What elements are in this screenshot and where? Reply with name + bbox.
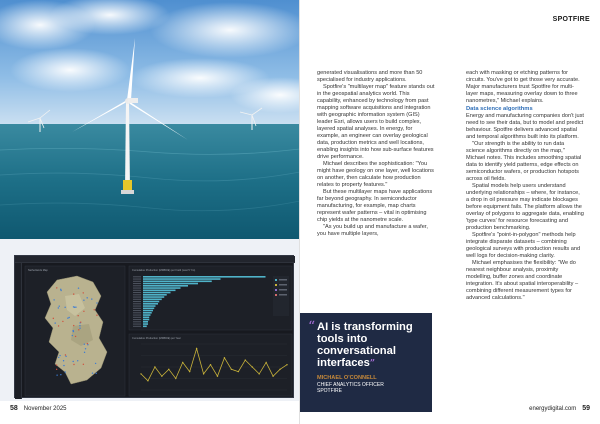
line-point xyxy=(175,378,176,379)
bar-label-placeholder xyxy=(133,326,141,327)
map-point xyxy=(62,321,63,322)
bar xyxy=(143,292,171,294)
map-point xyxy=(84,344,85,345)
line-point xyxy=(252,366,253,367)
map-point xyxy=(59,305,60,306)
map-point xyxy=(65,354,66,355)
section-brand: SPOTFIRE xyxy=(552,16,590,23)
col1-paragraph: But these multilayer maps have applications far beyond geography. In semiconductor manufacturing, for example, map charts represent wafer patterns – vital in optimising chip yields at the nanometre scale. xyxy=(317,189,433,223)
map-point xyxy=(59,355,60,356)
col2-paragraph: Michael emphasises the flexibility: "We do nearest neighbour analysis, proximity modelling, buffer zones and coordinate integration. It's about spatial interoperability – combining different measurement types for advanced calculations." xyxy=(466,260,579,301)
map-point xyxy=(53,299,54,300)
bar-legend xyxy=(273,276,289,316)
bar-label-placeholder xyxy=(133,283,141,284)
bar-label-placeholder xyxy=(133,301,141,302)
bar xyxy=(143,310,153,312)
map-point xyxy=(74,307,75,308)
map-point xyxy=(83,311,84,312)
pull-quote xyxy=(300,313,432,412)
map-point xyxy=(75,336,76,337)
bar xyxy=(143,285,188,287)
map-point xyxy=(56,364,57,365)
map-point xyxy=(58,357,59,358)
bar xyxy=(143,290,176,292)
issue-date: November 2025 xyxy=(23,406,67,412)
line-point xyxy=(196,348,197,349)
line-point xyxy=(265,362,266,363)
map-point xyxy=(85,348,86,349)
bar xyxy=(143,283,198,285)
bar xyxy=(143,278,221,280)
map-point xyxy=(60,289,61,290)
line-point xyxy=(203,373,204,374)
dashboard-screenshot xyxy=(0,239,300,401)
left-folio xyxy=(10,405,67,412)
bar xyxy=(143,317,149,319)
map-point xyxy=(54,322,55,323)
bar-label-placeholder xyxy=(133,294,141,295)
quote-author-name: MICHAEL O'CONNELL xyxy=(317,375,377,381)
map-point xyxy=(58,325,59,326)
line-point xyxy=(140,373,141,374)
spotfire-dashboard xyxy=(14,255,294,398)
line-point xyxy=(286,364,287,365)
map-point xyxy=(78,287,79,288)
map-point xyxy=(77,360,78,361)
bar-label-placeholder xyxy=(133,310,141,311)
bar xyxy=(143,305,156,307)
map-point xyxy=(86,297,87,298)
site-url: energydigital.com xyxy=(529,406,577,412)
map-point xyxy=(84,352,85,353)
bar xyxy=(143,276,266,278)
bar xyxy=(143,294,167,296)
bar xyxy=(143,326,147,328)
map-point xyxy=(96,302,97,303)
map-point xyxy=(65,356,66,357)
line-point xyxy=(238,371,239,372)
line-point xyxy=(182,362,183,363)
wind-turbine-photo xyxy=(0,0,300,239)
wind-turbine-image xyxy=(0,0,300,239)
quote-author-company: SPOTFIRE xyxy=(317,387,343,394)
bar xyxy=(143,281,212,283)
open-quote-icon: “ xyxy=(308,319,316,335)
bar-label-placeholder xyxy=(133,303,141,304)
pull-quote-text xyxy=(317,321,426,370)
line-point xyxy=(258,373,259,374)
map-point xyxy=(96,315,97,316)
map-point xyxy=(75,306,76,307)
line-point xyxy=(147,380,148,381)
map-point xyxy=(92,372,93,373)
map-point xyxy=(72,361,73,362)
col1-paragraph: generated visualisations and more than 50 specialised for industry applications. xyxy=(317,70,423,83)
bar xyxy=(143,287,181,289)
left-page-number: 58 xyxy=(10,405,18,412)
line-point xyxy=(154,366,155,367)
article-column-1 xyxy=(317,70,435,238)
map-point xyxy=(94,309,95,310)
line-point xyxy=(161,376,162,377)
line-point xyxy=(224,357,225,358)
article-column-2 xyxy=(466,70,584,302)
bar-label-placeholder xyxy=(133,315,141,316)
bar-label-placeholder xyxy=(133,319,141,320)
col2-paragraph: Energy and manufacturing companies don't just need to see their data, but to model and predict behaviour. Spotfire delivers advanced spatial and temporal algorithms built into its platform. xyxy=(466,113,584,140)
col1-paragraph: "As you build up and manufacture a wafer, you have multiple layers, xyxy=(317,224,428,237)
map-point xyxy=(56,374,57,375)
section-heading: Data science algorithms xyxy=(466,106,533,112)
bar xyxy=(143,303,158,305)
bar-label-placeholder xyxy=(133,308,141,309)
bar-label-placeholder xyxy=(133,312,141,313)
map-point xyxy=(79,325,80,326)
map-point xyxy=(56,369,57,370)
bar-label-placeholder xyxy=(133,299,141,300)
bar-label-placeholder xyxy=(133,285,141,286)
map-panel-title: Netherlands Map xyxy=(28,269,48,272)
bar xyxy=(143,319,149,321)
bar-panel-title: Cumulative Production (MMBOE) per Field (Last 5 Yrs) xyxy=(132,269,196,272)
bar-label-placeholder xyxy=(133,324,141,325)
line-point xyxy=(231,369,232,370)
map-point xyxy=(73,293,74,294)
line-point xyxy=(245,359,246,360)
bar xyxy=(143,314,151,316)
line-point xyxy=(279,369,280,370)
col1-paragraph: Spotfire's "multilayer map" feature stands out in the geospatial analytics world. This capability, enhanced by technology from past mapping software acquisitions and integration with geographic information system (GIS) leader Esri, allows users to build complex, layered spatial analyses. In energy, for example, an engineer can overlay geological data, production metrics and well locations, enabling insights into how sub-surface features drive performance. xyxy=(317,84,435,160)
map-point xyxy=(68,317,69,318)
col2-paragraph: "Our strength is the ability to run data science algorithms directly on the map," Michael notes. This includes smoothing spatial data to identify yield patterns, edge effects on semiconductor wafers, or production hotspots across oil fields. xyxy=(466,141,582,182)
bar xyxy=(143,308,154,310)
map-point xyxy=(63,360,64,361)
map-point xyxy=(67,317,68,318)
right-page xyxy=(300,0,600,424)
bar-label-placeholder xyxy=(133,281,141,282)
bar xyxy=(143,299,162,301)
map-point xyxy=(63,365,64,366)
map-point xyxy=(83,300,84,301)
map-point xyxy=(65,371,66,372)
map-point xyxy=(58,307,59,308)
pull-quote-body: AI is transforming tools into conversational interfaces xyxy=(317,321,413,369)
bar-label-placeholder xyxy=(133,317,141,318)
bar-label-placeholder xyxy=(133,292,141,293)
bar xyxy=(143,321,148,323)
line-point xyxy=(272,376,273,377)
map-point xyxy=(78,329,79,330)
right-page-number: 59 xyxy=(582,405,590,412)
bar-label-placeholder xyxy=(133,279,141,280)
map-point xyxy=(83,364,84,365)
map-point xyxy=(95,373,96,374)
right-folio xyxy=(529,405,590,412)
line-panel-title: Cumulative Production (MMBOE) per Year xyxy=(132,337,181,340)
quote-author-role: CHIEF ANALYTICS OFFICER xyxy=(317,381,384,388)
bar-label-placeholder xyxy=(133,290,141,291)
map-point xyxy=(73,325,74,326)
bar-label-placeholder xyxy=(133,276,141,277)
col1-paragraph: Michael describes the sophistication: "You might have geology on one layer, well locations on another, then calculate how production relates to property features." xyxy=(317,161,434,188)
dashboard-graphics xyxy=(15,256,295,399)
bar-label-placeholder xyxy=(133,321,141,322)
bar xyxy=(143,323,148,325)
col2-intro: each with masking or etching patterns for circuits. You've got to get those very accurate. Major manufacturers trust Spotfire for multi-layer maps, measuring overlay down to three nanometres," Michael explains. xyxy=(466,70,580,104)
bar-label-placeholder xyxy=(133,297,141,298)
map-point xyxy=(64,307,65,308)
bar xyxy=(143,296,164,298)
bar xyxy=(143,301,159,303)
col2-paragraph: Spotfire's "point-in-polygon" methods help integrate disparate datasets – combining geological surveys with production results and well logs for decision-making clarity. xyxy=(466,232,581,259)
line-point xyxy=(189,371,190,372)
map-point xyxy=(95,363,96,364)
bar-label-placeholder xyxy=(133,306,141,307)
col2-paragraph: Spatial models help users understand underlying relationships – where, for instance, a drop in oil pressure may indicate blockages before equipment fails. The platform allows the overlay of polygons to aggregate data, enabling 'type curves' for resource forecasting and production benchmarking. xyxy=(466,183,584,231)
bar-label-placeholder xyxy=(133,288,141,289)
bar xyxy=(143,312,152,314)
close-quote-icon: ” xyxy=(369,359,376,369)
map-point xyxy=(73,364,74,365)
map-point xyxy=(79,328,80,329)
line-point xyxy=(217,376,218,377)
map-point xyxy=(53,318,54,319)
line-point xyxy=(168,369,169,370)
map-point xyxy=(91,298,92,299)
map-point xyxy=(56,287,57,288)
line-point xyxy=(210,364,211,365)
map-point xyxy=(72,335,73,336)
map-point xyxy=(80,321,81,322)
map-point xyxy=(83,292,84,293)
map-point xyxy=(87,343,88,344)
map-point xyxy=(60,374,61,375)
map-point xyxy=(77,315,78,316)
map-point xyxy=(72,330,73,331)
